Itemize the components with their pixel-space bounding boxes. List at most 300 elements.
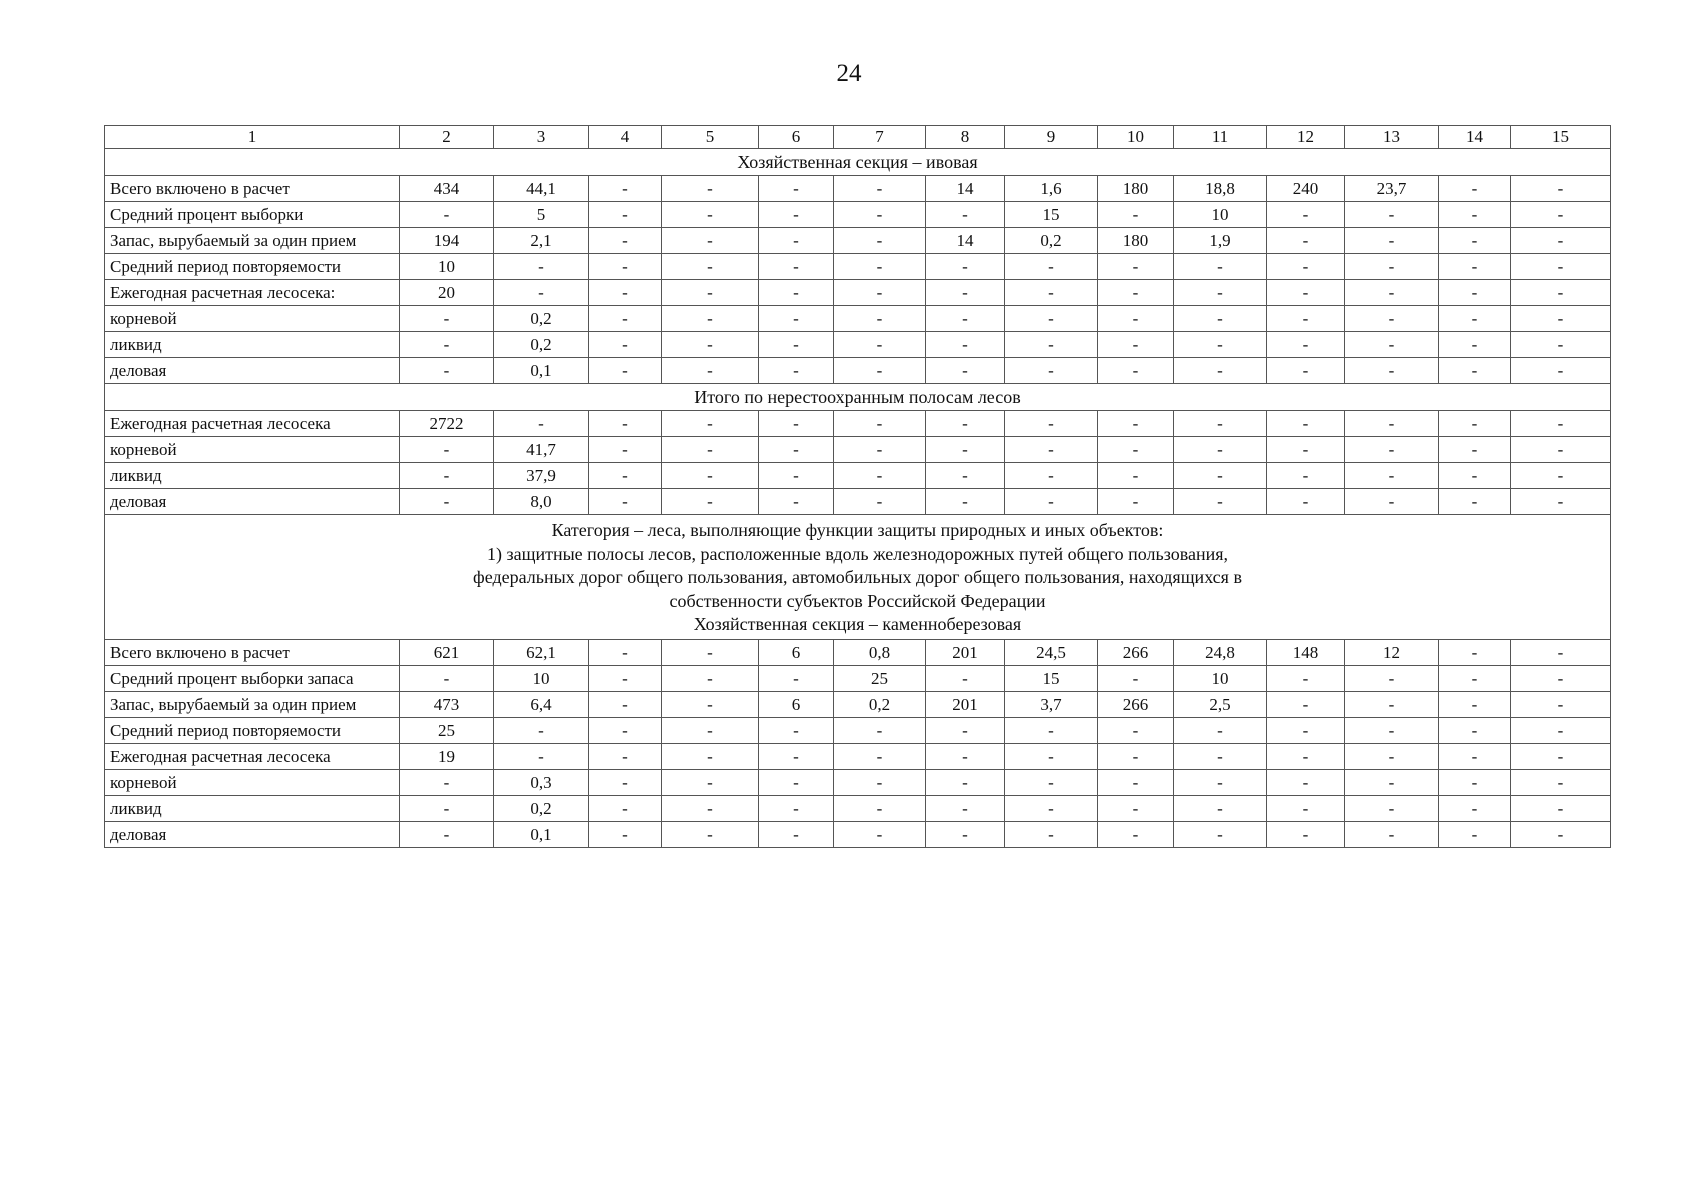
table-cell: -: [494, 411, 589, 437]
table-cell: -: [662, 358, 759, 384]
table-cell: -: [926, 769, 1005, 795]
table-cell: -: [834, 463, 926, 489]
table-cell: -: [662, 332, 759, 358]
table-cell: -: [1005, 306, 1098, 332]
section-title-line: Категория – леса, выполняющие функции защиты природных и иных объектов:: [551, 520, 1164, 540]
table-cell: -: [1511, 280, 1611, 306]
table-cell: -: [589, 769, 662, 795]
table-cell: -: [1267, 202, 1345, 228]
table-cell: -: [1439, 202, 1511, 228]
section-title-line: 1) защитные полосы лесов, расположенные вдоль железнодорожных путей общего пользования,: [486, 543, 1229, 564]
table-cell: -: [1005, 411, 1098, 437]
table-cell: 434: [400, 176, 494, 202]
section-title: [105, 515, 1611, 640]
table-cell: -: [1267, 665, 1345, 691]
table-cell: -: [926, 821, 1005, 847]
table-cell: 240: [1267, 176, 1345, 202]
table-cell: -: [1345, 717, 1439, 743]
table-cell: 621: [400, 639, 494, 665]
table-cell: -: [1174, 411, 1267, 437]
section-title: [105, 149, 1611, 176]
table-cell: -: [1174, 358, 1267, 384]
column-number: 6: [759, 126, 834, 149]
table-cell: -: [1098, 332, 1174, 358]
table-row: [105, 691, 1611, 717]
table-cell: -: [926, 202, 1005, 228]
table-cell: -: [926, 332, 1005, 358]
section-title-line: федеральных дорог общего пользования, автомобильных дорог общего пользования, находящихся в: [473, 567, 1242, 587]
table-cell: -: [1005, 358, 1098, 384]
table-cell: -: [1098, 795, 1174, 821]
table-cell: 194: [400, 228, 494, 254]
table-cell: 10: [1174, 665, 1267, 691]
table-cell: -: [926, 306, 1005, 332]
table-row: [105, 769, 1611, 795]
table-cell: -: [1267, 358, 1345, 384]
table-cell: -: [1345, 769, 1439, 795]
table-cell: -: [1267, 489, 1345, 515]
table-cell: -: [1098, 821, 1174, 847]
table-cell: 0,8: [834, 639, 926, 665]
table-cell: -: [589, 691, 662, 717]
table-cell: -: [400, 332, 494, 358]
table-cell: -: [1098, 463, 1174, 489]
table-cell: -: [759, 769, 834, 795]
table-cell: 25: [834, 665, 926, 691]
table-cell: 6: [759, 639, 834, 665]
table-cell: -: [589, 795, 662, 821]
table-cell: -: [1098, 665, 1174, 691]
table-row: [105, 463, 1611, 489]
row-label: ликвид: [105, 332, 400, 358]
section-title-line: Итого по нерестоохранным полосам лесов: [694, 387, 1021, 407]
column-number: 13: [1345, 126, 1439, 149]
table-cell: 10: [1174, 202, 1267, 228]
table-cell: 10: [494, 665, 589, 691]
table-cell: -: [1511, 743, 1611, 769]
table-cell: -: [589, 358, 662, 384]
table-row: [105, 358, 1611, 384]
table-cell: -: [400, 463, 494, 489]
table-cell: -: [1439, 743, 1511, 769]
table-cell: -: [400, 795, 494, 821]
table-cell: -: [1174, 332, 1267, 358]
table-row: [105, 795, 1611, 821]
table-cell: -: [1511, 306, 1611, 332]
table-row: [105, 437, 1611, 463]
row-label: Ежегодная расчетная лесосека: [105, 743, 400, 769]
table-cell: -: [1511, 228, 1611, 254]
table-cell: -: [759, 202, 834, 228]
table-cell: -: [1511, 332, 1611, 358]
table-cell: -: [589, 665, 662, 691]
table-cell: -: [1439, 411, 1511, 437]
column-number: 9: [1005, 126, 1098, 149]
table-cell: 201: [926, 639, 1005, 665]
table-cell: -: [494, 280, 589, 306]
table-cell: 44,1: [494, 176, 589, 202]
table-cell: -: [1098, 743, 1174, 769]
table-cell: -: [1174, 437, 1267, 463]
table-cell: -: [1267, 821, 1345, 847]
table-cell: -: [1345, 280, 1439, 306]
table-cell: -: [1005, 463, 1098, 489]
table-cell: -: [926, 411, 1005, 437]
row-label: Всего включено в расчет: [105, 176, 400, 202]
table-cell: 62,1: [494, 639, 589, 665]
table-cell: -: [1439, 821, 1511, 847]
table-cell: -: [1511, 176, 1611, 202]
table-cell: -: [759, 665, 834, 691]
column-number: 3: [494, 126, 589, 149]
table-cell: -: [759, 437, 834, 463]
table-cell: 14: [926, 228, 1005, 254]
section-title-row: [105, 149, 1611, 176]
row-label: Запас, вырубаемый за один прием: [105, 691, 400, 717]
table-cell: -: [759, 306, 834, 332]
table-cell: -: [834, 821, 926, 847]
table-cell: -: [759, 795, 834, 821]
section-title-line: собственности субъектов Российской Федерации: [669, 590, 1046, 611]
table-cell: -: [589, 743, 662, 769]
table-cell: -: [494, 743, 589, 769]
table-cell: 1,9: [1174, 228, 1267, 254]
table-cell: -: [1439, 489, 1511, 515]
table-cell: -: [834, 332, 926, 358]
table-cell: 23,7: [1345, 176, 1439, 202]
table-cell: -: [1439, 358, 1511, 384]
table-row: [105, 821, 1611, 847]
table-cell: -: [662, 717, 759, 743]
forest-table: [104, 125, 1611, 848]
table-cell: -: [494, 717, 589, 743]
row-label: деловая: [105, 489, 400, 515]
table-cell: 19: [400, 743, 494, 769]
table-cell: 18,8: [1174, 176, 1267, 202]
table-cell: -: [589, 280, 662, 306]
table-cell: 3,7: [1005, 691, 1098, 717]
table-cell: -: [1174, 463, 1267, 489]
table-cell: -: [662, 437, 759, 463]
table-cell: -: [1511, 795, 1611, 821]
table-cell: -: [1345, 411, 1439, 437]
table-cell: -: [662, 795, 759, 821]
table-cell: -: [1439, 463, 1511, 489]
table-cell: -: [1345, 254, 1439, 280]
row-label: Средний период повторяемости: [105, 717, 400, 743]
table-cell: -: [1098, 411, 1174, 437]
table-cell: -: [1005, 332, 1098, 358]
table-cell: 8,0: [494, 489, 589, 515]
table-cell: -: [759, 280, 834, 306]
table-cell: -: [926, 358, 1005, 384]
row-label: Запас, вырубаемый за один прием: [105, 228, 400, 254]
table-cell: -: [1511, 437, 1611, 463]
column-number: 14: [1439, 126, 1511, 149]
table-cell: 2722: [400, 411, 494, 437]
table-cell: -: [589, 717, 662, 743]
table-cell: -: [1267, 437, 1345, 463]
table-cell: -: [589, 202, 662, 228]
table-cell: -: [1005, 280, 1098, 306]
table-cell: -: [1098, 202, 1174, 228]
table-cell: -: [400, 769, 494, 795]
column-number: 1: [105, 126, 400, 149]
table-cell: -: [662, 411, 759, 437]
column-number-row: [105, 126, 1611, 149]
table-cell: -: [1098, 254, 1174, 280]
table-cell: -: [1439, 769, 1511, 795]
table-cell: 20: [400, 280, 494, 306]
table-cell: -: [1439, 691, 1511, 717]
table-cell: -: [1267, 228, 1345, 254]
table-cell: 37,9: [494, 463, 589, 489]
row-label: Ежегодная расчетная лесосека:: [105, 280, 400, 306]
table-cell: -: [1267, 717, 1345, 743]
table-cell: -: [1345, 743, 1439, 769]
table-cell: -: [1174, 254, 1267, 280]
row-label: Средний период повторяемости: [105, 254, 400, 280]
table-cell: -: [1511, 639, 1611, 665]
table-cell: -: [1005, 769, 1098, 795]
table-cell: -: [1098, 280, 1174, 306]
table-cell: -: [400, 821, 494, 847]
table-cell: -: [589, 437, 662, 463]
table-cell: -: [759, 717, 834, 743]
table-cell: -: [1511, 489, 1611, 515]
table-cell: -: [662, 665, 759, 691]
table-cell: -: [1345, 202, 1439, 228]
table-cell: 6: [759, 691, 834, 717]
table-cell: -: [400, 358, 494, 384]
table-cell: -: [1439, 639, 1511, 665]
row-label: Всего включено в расчет: [105, 639, 400, 665]
table-cell: -: [759, 463, 834, 489]
table-body: [105, 126, 1611, 848]
table-cell: -: [400, 202, 494, 228]
table-cell: -: [1098, 306, 1174, 332]
table-cell: -: [1345, 795, 1439, 821]
table-cell: -: [759, 489, 834, 515]
table-cell: -: [1345, 332, 1439, 358]
table-cell: 14: [926, 176, 1005, 202]
table-cell: -: [834, 254, 926, 280]
row-label: Ежегодная расчетная лесосека: [105, 411, 400, 437]
table-cell: -: [494, 254, 589, 280]
table-cell: -: [759, 821, 834, 847]
table-cell: -: [1174, 821, 1267, 847]
table-row: [105, 489, 1611, 515]
table-cell: -: [1511, 717, 1611, 743]
table-cell: -: [1345, 306, 1439, 332]
table-cell: 24,5: [1005, 639, 1098, 665]
table-cell: -: [1345, 358, 1439, 384]
table-cell: -: [662, 176, 759, 202]
table-cell: 180: [1098, 176, 1174, 202]
table-cell: -: [662, 743, 759, 769]
table-row: [105, 743, 1611, 769]
row-label: корневой: [105, 437, 400, 463]
table-cell: 5: [494, 202, 589, 228]
row-label: Средний процент выборки: [105, 202, 400, 228]
table-cell: -: [1267, 306, 1345, 332]
page-number: 24: [836, 60, 862, 87]
table-cell: -: [1439, 437, 1511, 463]
table-cell: 0,2: [494, 332, 589, 358]
table-cell: -: [1345, 463, 1439, 489]
table-cell: -: [1267, 743, 1345, 769]
table-cell: -: [1345, 228, 1439, 254]
table-cell: -: [834, 176, 926, 202]
table-row: [105, 202, 1611, 228]
table-cell: -: [1439, 228, 1511, 254]
table-cell: -: [1345, 437, 1439, 463]
table-cell: -: [1439, 795, 1511, 821]
table-cell: -: [926, 795, 1005, 821]
row-label: корневой: [105, 769, 400, 795]
table-cell: -: [834, 437, 926, 463]
section-title-row: [105, 384, 1611, 411]
table-cell: -: [834, 280, 926, 306]
table-cell: -: [1511, 665, 1611, 691]
table-cell: -: [1345, 821, 1439, 847]
table-cell: -: [662, 463, 759, 489]
column-number: 15: [1511, 126, 1611, 149]
table-cell: -: [834, 358, 926, 384]
table-row: [105, 332, 1611, 358]
table-cell: -: [1439, 665, 1511, 691]
table-cell: -: [1511, 358, 1611, 384]
table-cell: -: [1174, 795, 1267, 821]
table-cell: -: [1174, 280, 1267, 306]
table-cell: -: [662, 489, 759, 515]
table-cell: 25: [400, 717, 494, 743]
table-cell: -: [1439, 254, 1511, 280]
table-cell: -: [926, 665, 1005, 691]
table-cell: -: [1511, 411, 1611, 437]
table-cell: -: [759, 254, 834, 280]
table-cell: 0,1: [494, 358, 589, 384]
table-cell: -: [1511, 769, 1611, 795]
table-row: [105, 717, 1611, 743]
table-cell: -: [1267, 795, 1345, 821]
table-cell: -: [834, 717, 926, 743]
table-cell: 0,3: [494, 769, 589, 795]
table-row: [105, 306, 1611, 332]
table-cell: -: [1511, 821, 1611, 847]
table-cell: -: [926, 437, 1005, 463]
table-row: [105, 176, 1611, 202]
column-number: 4: [589, 126, 662, 149]
table-cell: -: [1345, 489, 1439, 515]
table-cell: -: [589, 306, 662, 332]
table-cell: -: [1511, 254, 1611, 280]
table-cell: -: [662, 254, 759, 280]
table-cell: -: [589, 411, 662, 437]
column-number: 7: [834, 126, 926, 149]
table-cell: -: [834, 743, 926, 769]
table-cell: -: [400, 489, 494, 515]
table-cell: -: [926, 254, 1005, 280]
row-label: Средний процент выборки запаса: [105, 665, 400, 691]
column-number: 12: [1267, 126, 1345, 149]
table-cell: -: [1174, 489, 1267, 515]
table-cell: 1,6: [1005, 176, 1098, 202]
row-label: деловая: [105, 358, 400, 384]
table-cell: -: [589, 176, 662, 202]
table-cell: -: [1267, 254, 1345, 280]
table-cell: 6,4: [494, 691, 589, 717]
table-cell: -: [1439, 306, 1511, 332]
table-cell: -: [662, 202, 759, 228]
table-cell: -: [662, 280, 759, 306]
table-row: [105, 228, 1611, 254]
table-cell: -: [1511, 202, 1611, 228]
table-cell: 201: [926, 691, 1005, 717]
table-cell: -: [1267, 769, 1345, 795]
table-cell: 148: [1267, 639, 1345, 665]
table-cell: -: [589, 254, 662, 280]
row-label: ликвид: [105, 463, 400, 489]
table-cell: -: [662, 639, 759, 665]
table-row: [105, 280, 1611, 306]
column-number: 8: [926, 126, 1005, 149]
table-row: [105, 254, 1611, 280]
table-cell: -: [834, 306, 926, 332]
section-title-line: Хозяйственная секция – ивовая: [737, 152, 978, 172]
table-cell: -: [759, 332, 834, 358]
column-number: 10: [1098, 126, 1174, 149]
table-cell: -: [1005, 437, 1098, 463]
table-cell: -: [834, 202, 926, 228]
table-cell: -: [1098, 489, 1174, 515]
table-cell: -: [662, 228, 759, 254]
table-cell: 266: [1098, 639, 1174, 665]
row-label: корневой: [105, 306, 400, 332]
table-cell: -: [1098, 717, 1174, 743]
table-cell: 15: [1005, 202, 1098, 228]
table-cell: -: [926, 717, 1005, 743]
table-cell: -: [1005, 795, 1098, 821]
table-cell: 0,1: [494, 821, 589, 847]
table-cell: 15: [1005, 665, 1098, 691]
table-cell: 180: [1098, 228, 1174, 254]
table-cell: -: [1267, 332, 1345, 358]
table-cell: -: [589, 639, 662, 665]
table-cell: 41,7: [494, 437, 589, 463]
table-cell: -: [834, 795, 926, 821]
table-cell: -: [1005, 489, 1098, 515]
table-cell: -: [1098, 437, 1174, 463]
table-row: [105, 639, 1611, 665]
table-cell: -: [926, 280, 1005, 306]
table-cell: -: [1174, 306, 1267, 332]
table-cell: -: [1005, 821, 1098, 847]
column-number: 2: [400, 126, 494, 149]
table-cell: -: [1439, 332, 1511, 358]
table-cell: -: [1267, 691, 1345, 717]
table-row: [105, 665, 1611, 691]
table-cell: -: [1174, 769, 1267, 795]
table-cell: -: [589, 821, 662, 847]
table-cell: -: [1439, 176, 1511, 202]
table-cell: -: [834, 489, 926, 515]
table-cell: 12: [1345, 639, 1439, 665]
section-title: [105, 384, 1611, 411]
table-cell: 0,2: [494, 306, 589, 332]
table-cell: -: [1511, 691, 1611, 717]
table-cell: -: [1439, 280, 1511, 306]
